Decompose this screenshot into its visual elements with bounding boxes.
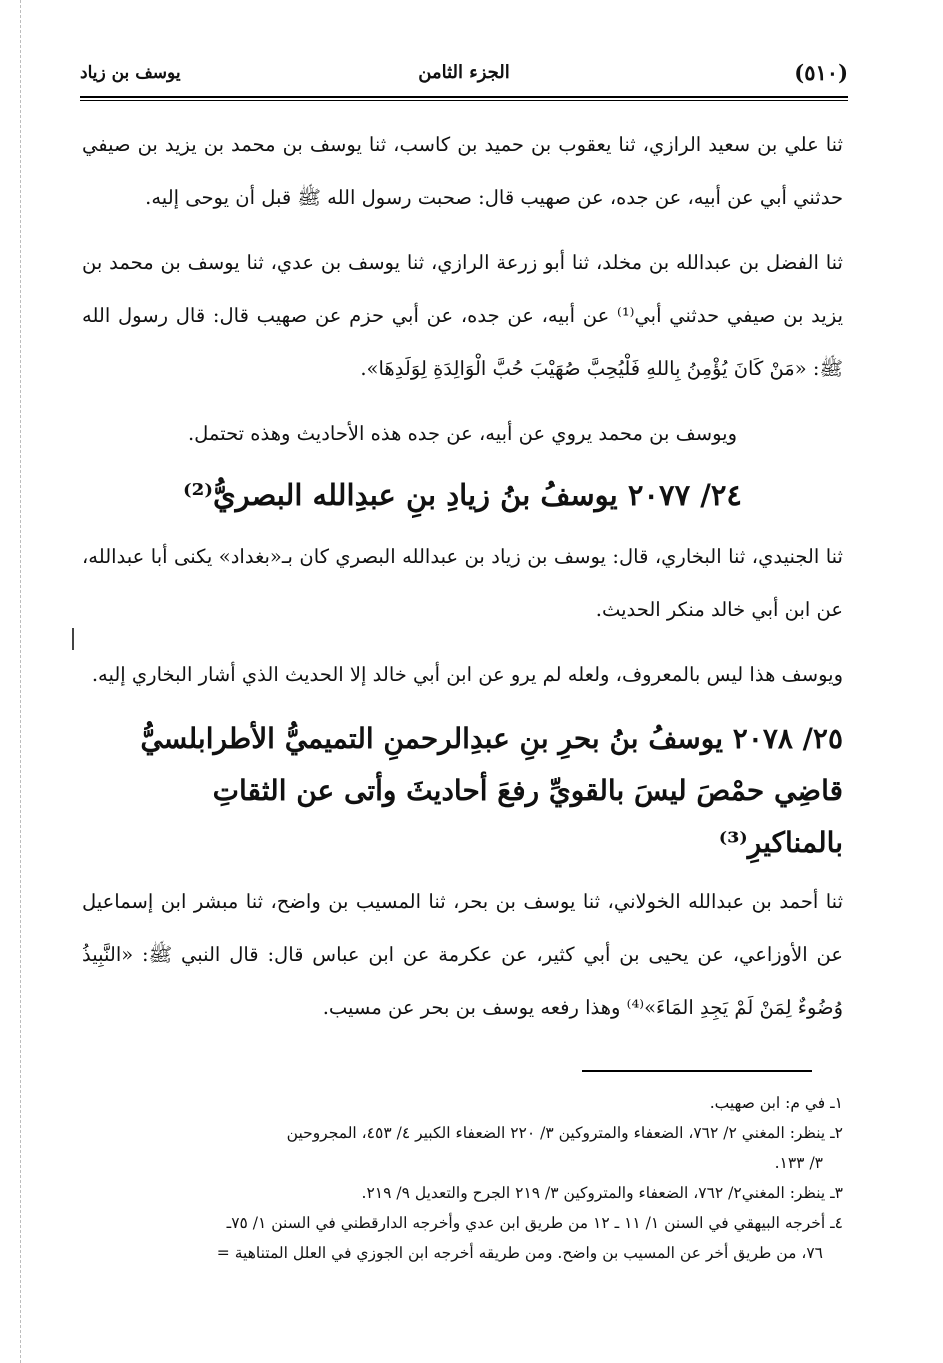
paragraph-3: ويوسف بن محمد يروي عن أبيه، عن جده هذه الأحاديث وهذه تحتمل. xyxy=(187,422,738,445)
paragraph-2: ثنا الفضل بن عبدالله بن مخلد، ثنا أبو زرعة الرازي، ثنا يوسف بن عدي، ثنا يوسف بن محمد بن يزيد بن صيفي حدثني أبي⁽¹⁾ عن أبيه، عن جده، عن أبي حزم عن صهيب قال: قال رسول الله ﷺ: «مَنْ كَانَ يُؤْمِنُ بِاللهِ فَلْيُحِبَّ صُهَيْبَ حُبَّ الْوَالِدَةِ لِوَلَدِهَا». xyxy=(82,251,844,380)
entry-heading-2077: ٢٤/ ٢٠٧٧ يوسفُ بنُ زيادِ بنِ عبدِالله البصريُّ⁽²⁾ xyxy=(182,478,743,512)
footnote-2: ٢ـ ينظر: المغني ٢/ ٧٦٢، الضعفاء والمتروكين ٣/ ٢٢٠ الضعفاء الكبير ٤/ ٤٥٣، المجروحين xyxy=(286,1124,843,1142)
scan-gutter-line xyxy=(20,0,21,1363)
footnote-1: ١ـ في م: ابن صهيب. xyxy=(709,1094,843,1112)
page-header xyxy=(80,60,848,94)
paragraph-5: ويوسف هذا ليس بالمعروف، ولعله لم يرو عن ابن أبي خالد إلا الحديث الذي أشار البخاري إليه. xyxy=(91,663,843,686)
footnote-4: ٤ـ أخرجه البيهقي في السنن ١/ ١١ ـ ١٢ من طريق ابن عدي وأخرجه الدارقطني في السنن ١/ ٧٥ـ xyxy=(226,1214,843,1232)
header-rule-thin xyxy=(80,100,848,101)
paragraph-6: ثنا أحمد بن عبدالله الخولاني، ثنا يوسف بن بحر، ثنا المسيب بن واضح، ثنا مبشر ابن إسماعيل عن الأوزاعي، عن يحيى بن أبي كثير، عن عكرمة عن ابن عباس قال: قال النبي ﷺ: «النَّبِيذُ وُضُوءٌ لِمَنْ لَمْ يَجِدِ المَاءَ»⁽⁴⁾ وهذا رفعه يوسف بن بحر عن مسيب. xyxy=(82,890,843,1019)
running-name: يوسف بن زياد xyxy=(80,63,181,83)
footnotes xyxy=(82,1088,843,1268)
scan-margin-mark xyxy=(72,628,74,650)
part-title: الجزء الثامن xyxy=(418,62,510,83)
page-number: (٥١٠) xyxy=(794,60,848,85)
footnote-2-cont: ٣/ ١٣٣. xyxy=(774,1154,823,1172)
footnote-4-cont: ٧٦، من طريق أخر عن المسيب بن واضح. ومن طريقه أخرجه ابن الجوزي في العلل المتناهية = xyxy=(216,1244,823,1262)
page-body xyxy=(82,118,843,1046)
paragraph-4: ثنا الجنيدي، ثنا البخاري، قال: يوسف بن زياد بن عبدالله البصري كان بـ«بغداد» يكنى أبا عبدالله، عن ابن أبي خالد منكر الحديث. xyxy=(82,545,843,621)
header-rule xyxy=(80,96,848,98)
footnote-rule xyxy=(582,1070,812,1072)
footnote-3: ٣ـ ينظر: المغني٢/ ٧٦٢، الضعفاء والمتروكين ٣/ ٢١٩ الجرح والتعديل ٩/ ٢١٩. xyxy=(361,1184,843,1202)
paragraph-1: ثنا علي بن سعيد الرازي، ثنا يعقوب بن حميد بن كاسب، ثنا يوسف بن محمد بن يزيد بن صيفي حدثني أبي عن أبيه، عن جده، عن صهيب قال: صحبت رسول الله ﷺ قبل أن يوحى إليه. xyxy=(82,133,843,209)
entry-heading-2078: ٢٥/ ٢٠٧٨ يوسفُ بنُ بحرِ بنِ عبدِالرحمنِ التميميُّ الأطرابلسيُّ قاضِي حمْصَ ليسَ بالقويِّ رفعَ أحاديثَ وأتى عن الثقاتِ بالمناكيرِ⁽³⁾ xyxy=(140,722,843,859)
